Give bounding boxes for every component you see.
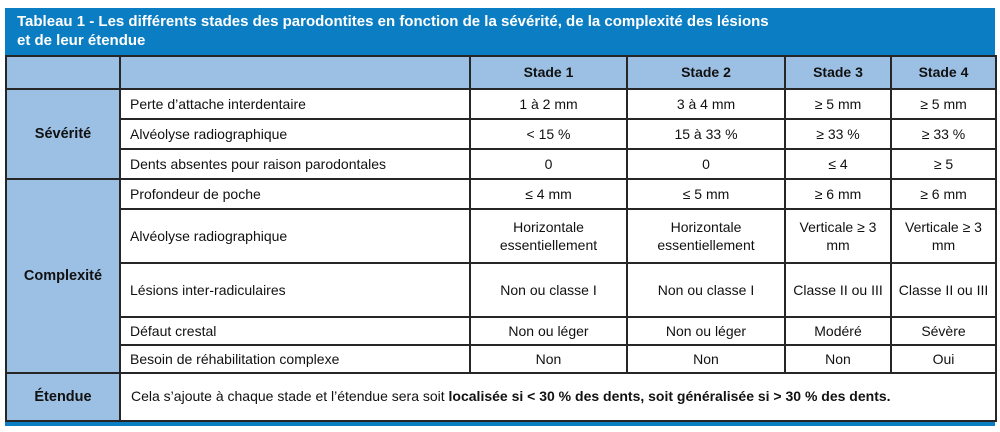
- value-cell: Non ou léger: [470, 317, 627, 345]
- value-cell: Modéré: [785, 317, 891, 345]
- value-cell: Non ou léger: [627, 317, 785, 345]
- header-stade-1: Stade 1: [470, 56, 627, 89]
- table-title-bar: [5, 8, 995, 55]
- value-cell: Non: [627, 345, 785, 373]
- value-cell: Horizontale essentiellement: [470, 209, 627, 263]
- header-stade-2: Stade 2: [627, 56, 785, 89]
- table-row: [6, 317, 996, 345]
- table-row: [6, 89, 996, 119]
- etendue-note-normal: Cela s’ajoute à chaque stade et l’étendue sera soit: [131, 388, 449, 405]
- criterion-cell: Profondeur de poche: [120, 179, 470, 209]
- table-title-line1: Tableau 1 - Les différents stades des parodontites en fonction de la sévérité, de la complexité des lésions: [17, 13, 769, 30]
- value-cell: Horizontale essentiellement: [627, 209, 785, 263]
- value-cell: ≥ 33 %: [891, 119, 996, 149]
- value-cell: Oui: [891, 345, 996, 373]
- etendue-note-bold: localisée si < 30 % des dents, soit généralisée si > 30 % des dents: [448, 388, 887, 405]
- criterion-cell: Besoin de réhabilitation complexe: [120, 345, 470, 373]
- header-stade-3: Stade 3: [785, 56, 891, 89]
- value-cell: ≤ 5 mm: [627, 179, 785, 209]
- criterion-cell: Alvéolyse radiographique: [120, 119, 470, 149]
- value-cell: ≥ 33 %: [785, 119, 891, 149]
- value-cell: 15 à 33 %: [627, 119, 785, 149]
- value-cell: ≥ 6 mm: [785, 179, 891, 209]
- value-cell: 0: [627, 149, 785, 179]
- table-title-line2: et de leur étendue: [17, 32, 146, 49]
- value-cell: ≥ 5 mm: [785, 89, 891, 119]
- header-empty-group: [6, 56, 120, 89]
- table-row: [6, 373, 996, 421]
- header-row: [6, 56, 996, 89]
- value-cell: Non: [785, 345, 891, 373]
- value-cell: ≥ 5 mm: [891, 89, 996, 119]
- etendue-note-cell: [120, 373, 996, 421]
- value-cell: Classe II ou III: [891, 263, 996, 317]
- header-stade-4: Stade 4: [891, 56, 996, 89]
- value-cell: Classe II ou III: [785, 263, 891, 317]
- value-cell: ≤ 4: [785, 149, 891, 179]
- value-cell: Non ou classe I: [627, 263, 785, 317]
- value-cell: ≥ 5: [891, 149, 996, 179]
- etendue-note-end: .: [886, 388, 891, 405]
- table-row: [6, 149, 996, 179]
- criterion-cell: Alvéolyse radiographique: [120, 209, 470, 263]
- value-cell: 1 à 2 mm: [470, 89, 627, 119]
- criterion-cell: Lésions inter-radiculaires: [120, 263, 470, 317]
- criterion-cell: Défaut crestal: [120, 317, 470, 345]
- value-cell: Verticale ≥ 3 mm: [891, 209, 996, 263]
- group-label-etendue: Étendue: [6, 373, 120, 421]
- value-cell: Non: [470, 345, 627, 373]
- table-row: [6, 119, 996, 149]
- value-cell: ≥ 6 mm: [891, 179, 996, 209]
- value-cell: < 15 %: [470, 119, 627, 149]
- table-row: [6, 209, 996, 263]
- criterion-cell: Perte d’attache interdentaire: [120, 89, 470, 119]
- value-cell: 3 à 4 mm: [627, 89, 785, 119]
- table-row: [6, 345, 996, 373]
- table-row: [6, 263, 996, 317]
- value-cell: ≤ 4 mm: [470, 179, 627, 209]
- value-cell: Sévère: [891, 317, 996, 345]
- bottom-accent-bar: [5, 422, 995, 426]
- group-label-severite: Sévérité: [6, 89, 120, 179]
- value-cell: Verticale ≥ 3 mm: [785, 209, 891, 263]
- value-cell: 0: [470, 149, 627, 179]
- header-empty-criterion: [120, 56, 470, 89]
- value-cell: Non ou classe I: [470, 263, 627, 317]
- staging-table: [5, 55, 997, 422]
- table-row: [6, 179, 996, 209]
- group-label-complexite: Complexité: [6, 179, 120, 373]
- criterion-cell: Dents absentes pour raison parodontales: [120, 149, 470, 179]
